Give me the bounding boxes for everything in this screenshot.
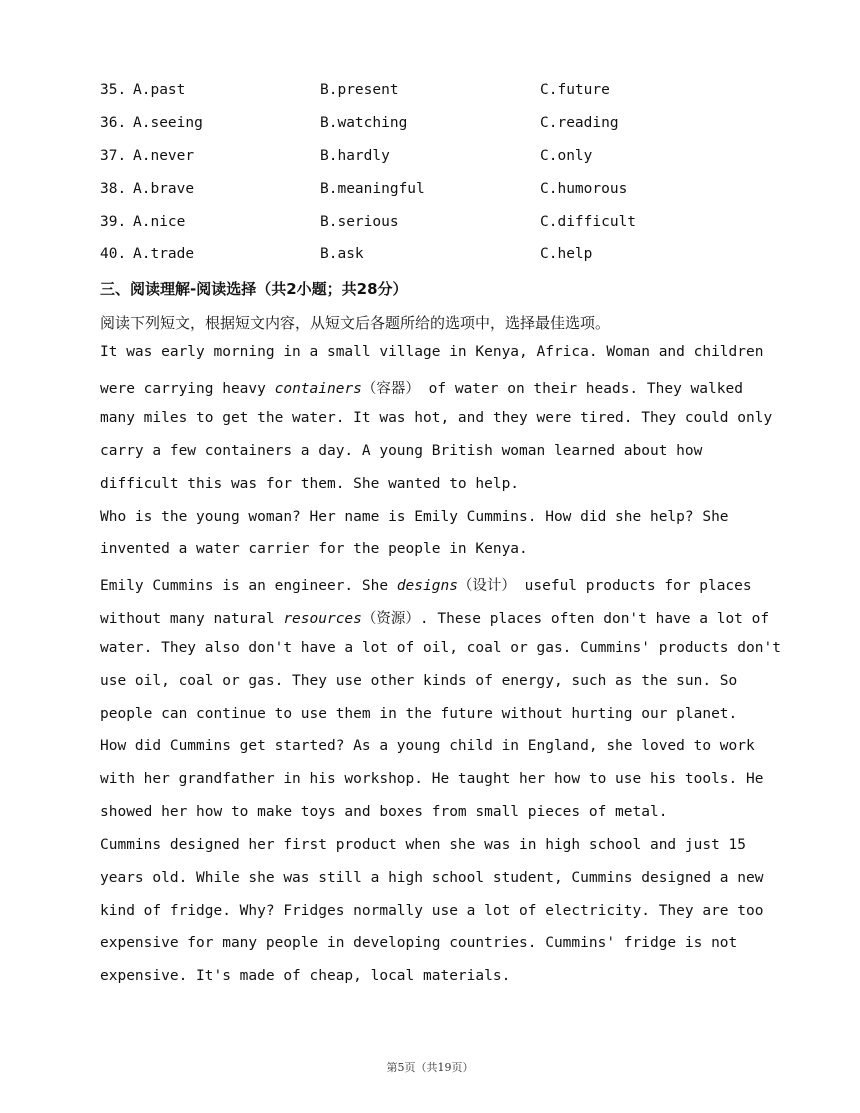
section-heading: 三、阅读理解-阅读选择（共2小题；共28分） [100,280,408,298]
option-row [100,115,800,137]
option-a: A.nice [133,214,186,230]
option-a: A.brave [133,181,195,197]
option-b: B.hardly [320,148,390,164]
option-a: A.seeing [133,115,203,131]
option-b: B.ask [320,246,364,262]
question-number: 38. [100,181,127,197]
option-a: A.past [133,82,186,98]
option-b: B.serious [320,214,399,230]
passage-line: kind of fridge. Why? Fridges normally use a lot of electricity. They are too [100,903,764,919]
passage-line: with her grandfather in his workshop. He taught her how to use his tools. He [100,771,764,787]
option-b: B.present [320,82,399,98]
emphasized-word: containers [274,381,362,397]
passage-line [100,574,752,595]
page-footer: 第5页（共19页） [386,1061,474,1074]
question-number: 40. [100,246,127,262]
option-row [100,82,800,104]
passage-text: （容器） of water on their heads. They walked [361,381,743,397]
option-row [100,214,800,236]
passage-text: without many natural [100,611,284,627]
option-a: A.never [133,148,195,164]
passage-line: Who is the young woman? Her name is Emily Cummins. How did she help? She [100,509,729,525]
passage-line [100,377,743,398]
passage-line [100,607,769,628]
passage-line: expensive for many people in developing countries. Cummins' fridge is not [100,935,738,951]
passage-line: carry a few containers a day. A young British woman learned about how [100,443,703,459]
option-row [100,181,800,203]
emphasized-word: resources [283,611,362,627]
option-a: A.trade [133,246,195,262]
question-number: 36. [100,115,127,131]
passage-text: （资源）. These places often don't have a lot of [361,611,770,627]
question-number: 35. [100,82,127,98]
passage-line: people can continue to use them in the future without hurting our planet. [100,706,738,722]
passage-line: years old. While she was still a high school student, Cummins designed a new [100,870,764,886]
passage-line: expensive. It's made of cheap, local materials. [100,968,511,984]
passage-line: How did Cummins get started? As a young child in England, she loved to work [100,738,755,754]
option-c: C.difficult [540,214,637,230]
option-c: C.reading [540,115,619,131]
passage-text: （设计） useful products for places [457,578,752,594]
passage-line: It was early morning in a small village in Kenya, Africa. Woman and children [100,344,764,360]
passage-line: water. They also don't have a lot of oil, coal or gas. Cummins' products don't [100,640,781,656]
passage-line: difficult this was for them. She wanted to help. [100,476,520,492]
passage-line: showed her how to make toys and boxes from small pieces of metal. [100,804,668,820]
option-c: C.only [540,148,593,164]
question-number: 37. [100,148,127,164]
emphasized-word: designs [396,578,458,594]
option-c: C.humorous [540,181,628,197]
option-c: C.help [540,246,593,262]
question-number: 39. [100,214,127,230]
option-row [100,246,800,268]
passage-line: invented a water carrier for the people in Kenya. [100,541,528,557]
passage-line: use oil, coal or gas. They use other kinds of energy, such as the sun. So [100,673,738,689]
option-b: B.meaningful [320,181,425,197]
instruction-text: 阅读下列短文，根据短文内容，从短文后各题所给的选项中，选择最佳选项。 [100,314,611,332]
option-c: C.future [540,82,610,98]
option-row [100,148,800,170]
passage-text: were carrying heavy [100,381,275,397]
option-b: B.watching [320,115,408,131]
passage-line: Cummins designed her first product when she was in high school and just 15 [100,837,747,853]
passage-line: many miles to get the water. It was hot, and they were tired. They could only [100,410,773,426]
passage-text: Emily Cummins is an engineer. She [100,578,397,594]
